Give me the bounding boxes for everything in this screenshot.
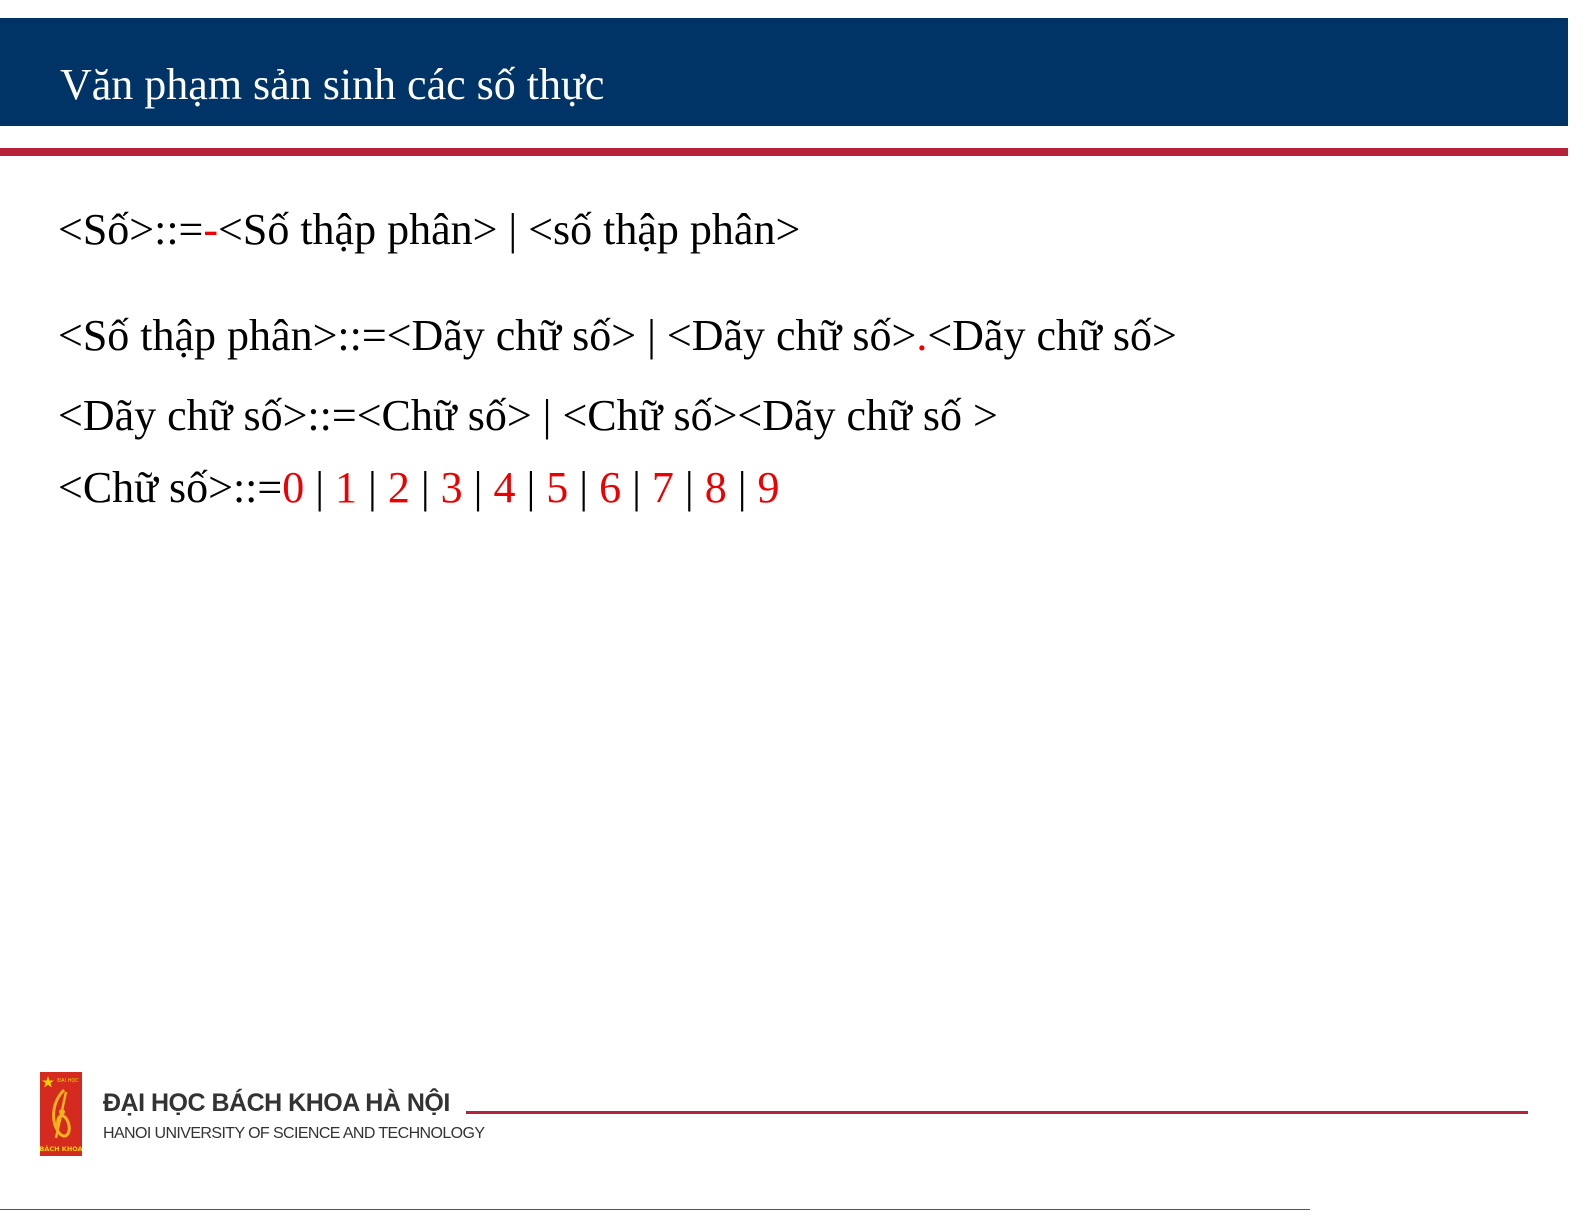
digit: 7 bbox=[651, 463, 674, 512]
separator: | bbox=[737, 463, 747, 512]
separator: | bbox=[526, 463, 536, 512]
rule-text: <Số thập phân>::=<Dãy chữ số> | <Dãy chữ số> bbox=[58, 311, 917, 360]
logo-top-text: ĐẠI HỌC bbox=[57, 1078, 79, 1084]
separator: | bbox=[420, 463, 430, 512]
grammar-rule-number bbox=[58, 205, 800, 255]
digit: 8 bbox=[704, 463, 727, 512]
rule-text: <Chữ số>::= bbox=[58, 463, 283, 512]
grammar-rule-digit bbox=[58, 463, 780, 513]
separator: | bbox=[368, 463, 377, 512]
digit: 2 bbox=[387, 463, 410, 512]
rule-text: <Dãy chữ số>::=<Chữ số> | <Chữ số><Dãy chữ số > bbox=[58, 391, 998, 440]
university-logo bbox=[40, 1072, 82, 1156]
grammar-rule-digit-sequence bbox=[58, 391, 998, 441]
separator: | bbox=[473, 463, 483, 512]
decimal-point: . bbox=[916, 311, 928, 360]
digit: 3 bbox=[440, 463, 463, 512]
slide-title: Văn phạm sản sinh các số thực bbox=[60, 60, 605, 109]
digit: 4 bbox=[493, 463, 516, 512]
rule-text: <Số>::= bbox=[58, 205, 204, 254]
separator: | bbox=[579, 463, 589, 512]
university-logo-icon bbox=[40, 1072, 82, 1156]
university-name-en: HANOI UNIVERSITY OF SCIENCE AND TECHNOLOGY bbox=[103, 1125, 485, 1142]
digit: 6 bbox=[599, 463, 622, 512]
title-underline bbox=[0, 148, 1568, 156]
digit: 0 bbox=[282, 463, 305, 512]
grammar-rule-decimal bbox=[58, 311, 1177, 361]
minus-sign: - bbox=[203, 205, 219, 254]
bottom-rule bbox=[0, 1209, 1310, 1210]
footer-divider bbox=[466, 1111, 1528, 1114]
rule-text: <Dãy chữ số> bbox=[927, 311, 1177, 360]
title-bar bbox=[0, 18, 1568, 126]
digit: 1 bbox=[335, 463, 358, 512]
digit: 9 bbox=[757, 463, 780, 512]
separator: | bbox=[315, 463, 325, 512]
rule-text: <Số thập phân> | <số thập phân> bbox=[218, 205, 801, 254]
separator: | bbox=[684, 463, 694, 512]
university-name-vi: ĐẠI HỌC BÁCH KHOA HÀ NỘI bbox=[103, 1089, 450, 1117]
separator: | bbox=[632, 463, 641, 512]
digit: 5 bbox=[546, 463, 569, 512]
logo-bottom-text: BÁCH KHOA bbox=[40, 1145, 82, 1153]
